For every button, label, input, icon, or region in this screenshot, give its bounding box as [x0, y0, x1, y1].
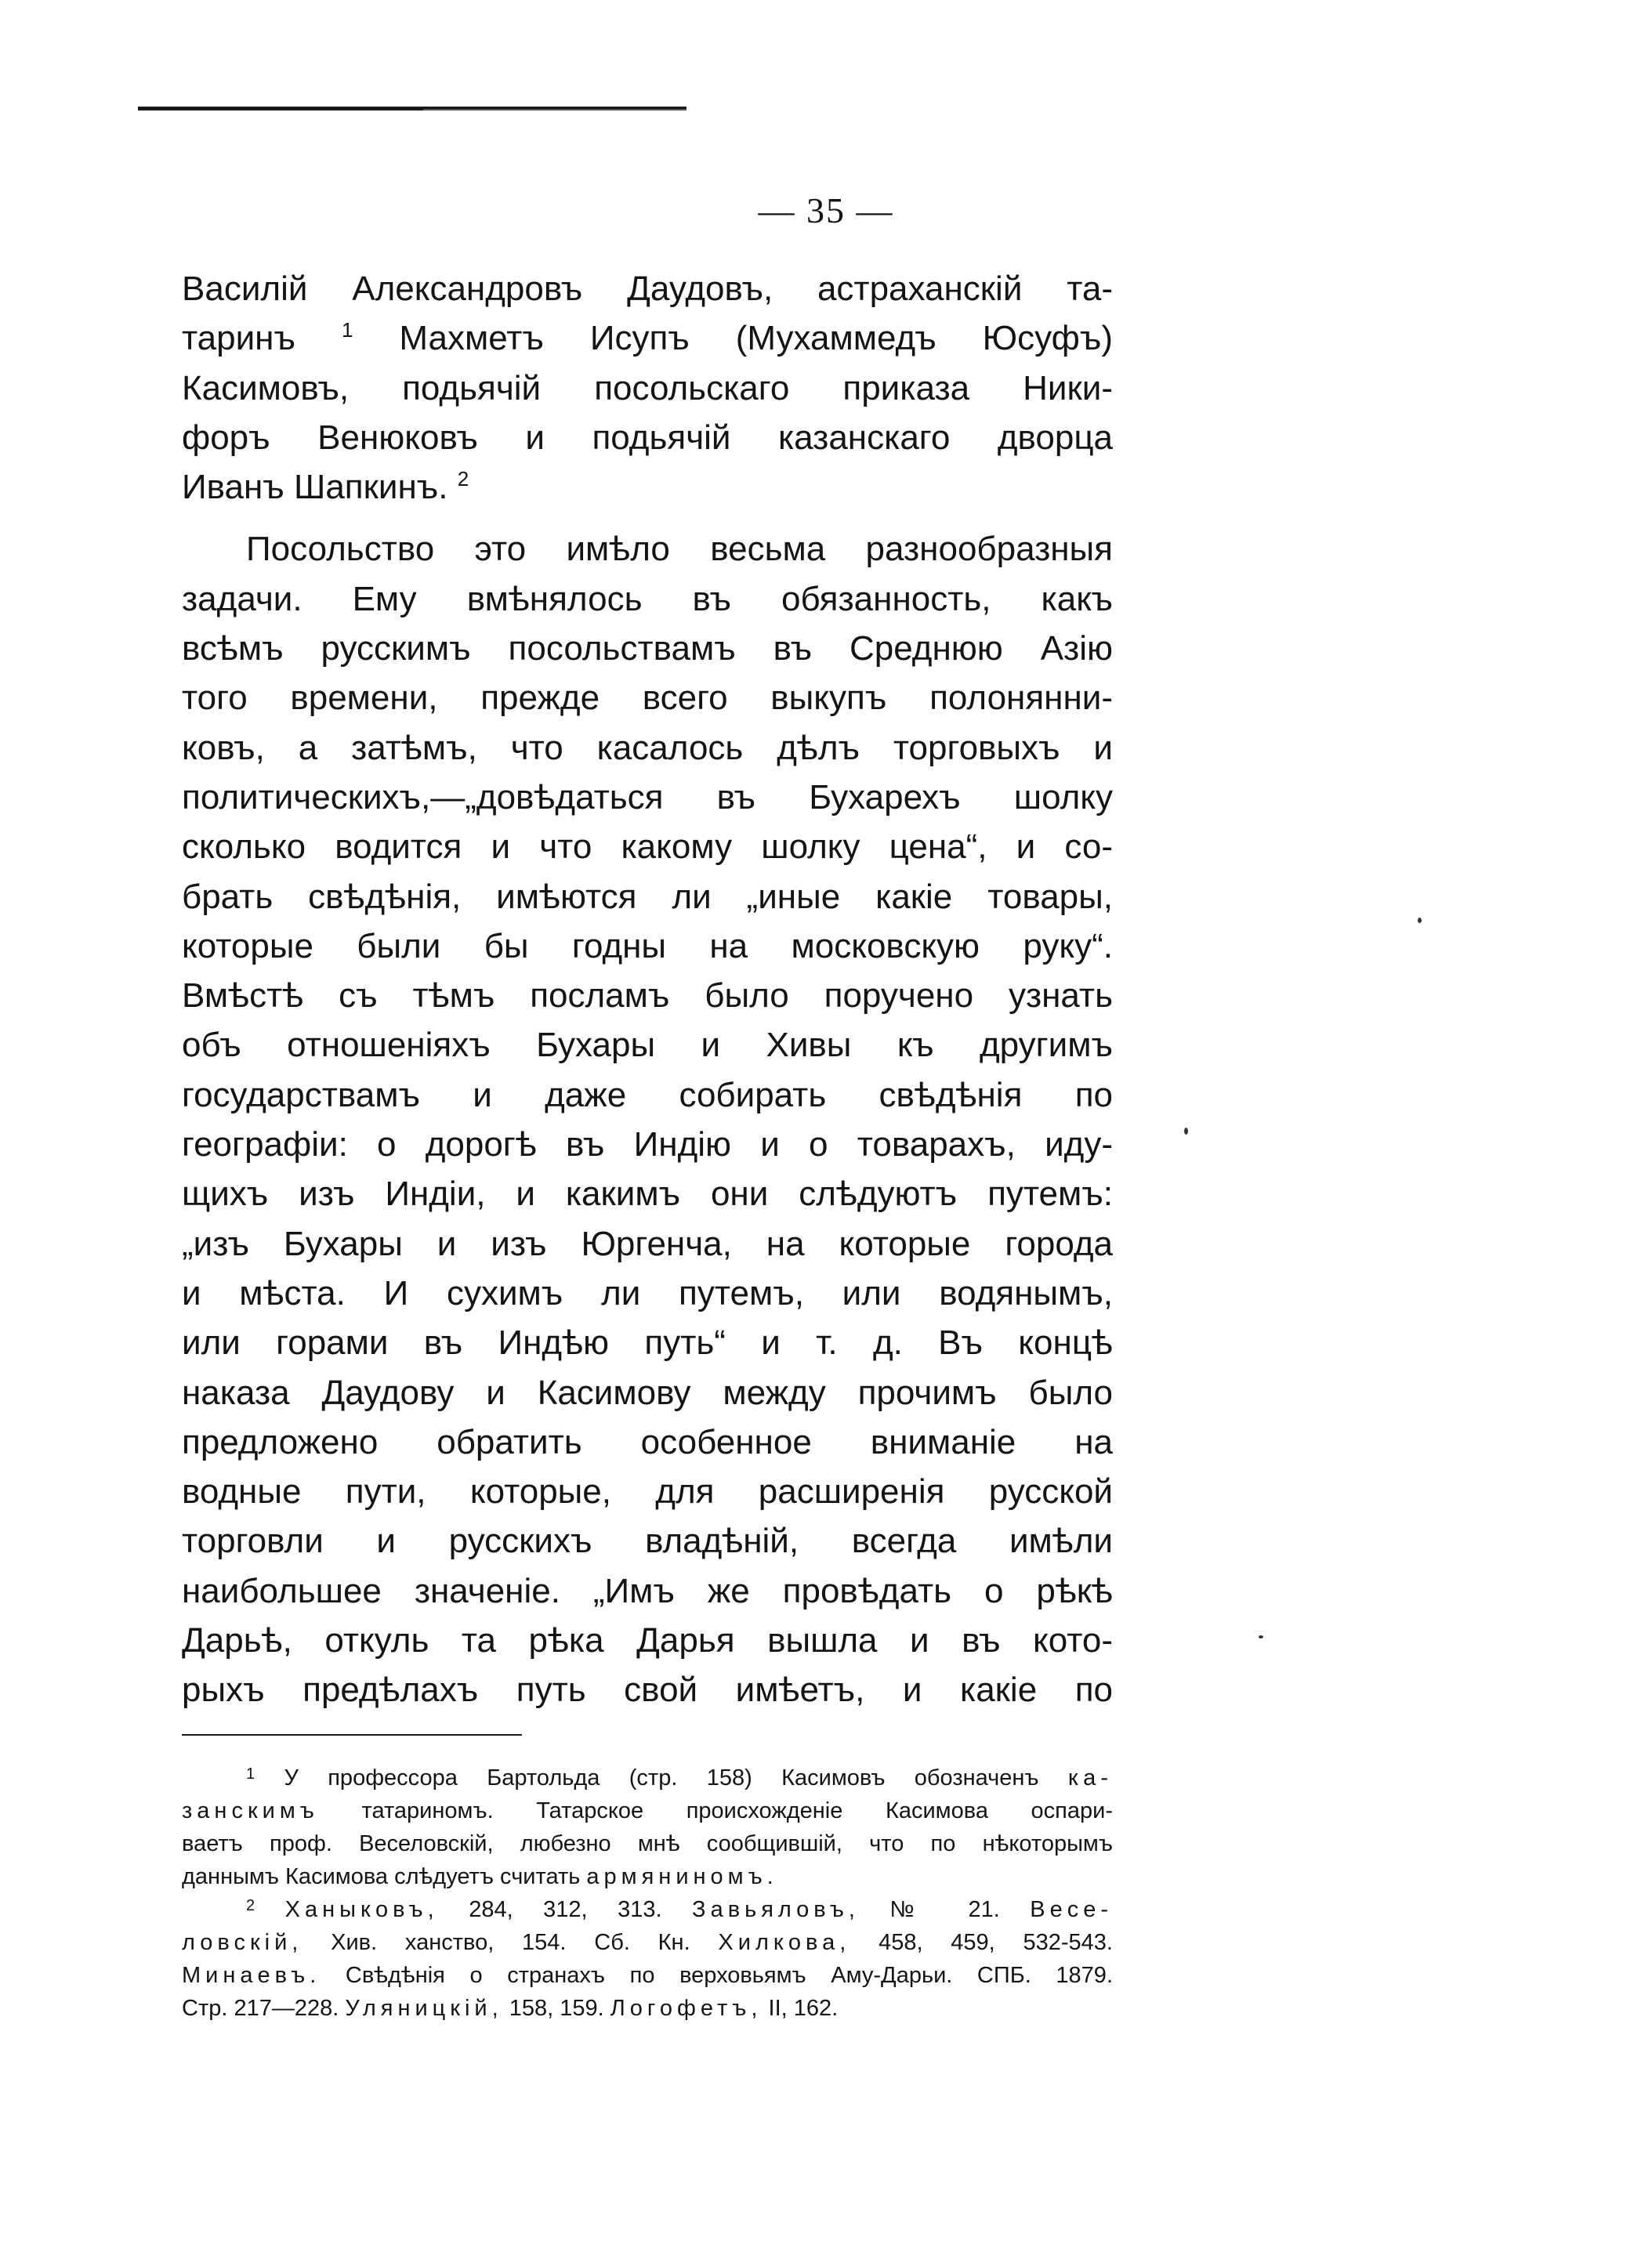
footnote-text: Свѣдѣнія о странахъ по верховьямъ Аму-Дарьи. СПБ. 1879.: [345, 1963, 1113, 1988]
text-line: задачи. Ему вмѣнялось въ обязанность, какъ: [182, 579, 1113, 618]
text-line: ковъ, а затѣмъ, что касалось дѣлъ торговыхъ и: [182, 728, 1113, 767]
footnote-text: II, 162.: [768, 1996, 839, 2021]
footnote-line: [182, 1926, 1113, 1959]
text-line: всѣмъ русскимъ посольствамъ въ Среднюю Азію: [182, 629, 1113, 668]
footnote-line: [182, 1959, 1113, 1992]
text-line: того времени, прежде всего выкупъ полонянни-: [182, 679, 1113, 718]
text-line: Посольство это имѣло весьма разнообразныя: [246, 530, 1113, 569]
header-rule-thin: [423, 109, 687, 110]
footnote-marker: 1: [341, 318, 353, 342]
spaced-text: Хилкова,: [718, 1930, 851, 1955]
footnote-text: № 21.: [889, 1897, 1000, 1922]
text-line: политическихъ,—„довѣдаться въ Бухарехъ шолку: [182, 777, 1113, 816]
spaced-text: армяниномъ.: [586, 1864, 778, 1889]
footnote-text: даннымъ Касимова слѣдуетъ считать: [182, 1864, 581, 1889]
footnote-text: 158, 159.: [509, 1996, 604, 2021]
body-text: [182, 264, 1113, 1715]
text-line: государствамъ и даже собирать свѣдѣнія по: [182, 1075, 1113, 1114]
footnote-text: Стр. 217—228.: [182, 1996, 339, 2021]
text-line: географіи: о дорогѣ въ Индію и о товарахъ, иду-: [182, 1125, 1113, 1164]
text-line: Касимовъ, подьячій посольскаго приказа Ники-: [182, 368, 1113, 407]
footnote-text: 458, 459, 532-543.: [879, 1930, 1113, 1955]
text-line: Дарьѣ, откуль та рѣка Дарья вышла и въ кото-: [182, 1621, 1113, 1660]
spaced-text: Логофетъ,: [610, 1996, 763, 2021]
text-line: „изъ Бухары и изъ Юргенча, на которые города: [182, 1224, 1113, 1263]
text-line: сколько водится и что какому шолку цена“, и со-: [182, 827, 1113, 867]
footnote-number: 2: [246, 1897, 255, 1914]
text-line: Вмѣстѣ съ тѣмъ посламъ было поручено узнать: [182, 976, 1113, 1016]
footnote-separator: [182, 1734, 522, 1736]
spaced-text: Завьяловъ,: [692, 1897, 860, 1922]
scan-speck: [1418, 918, 1422, 923]
footnote-line: ваетъ проф. Веселовскій, любезно мнѣ сообщившій, что по нѣкоторымъ: [182, 1831, 1113, 1856]
footnote-line: [182, 1860, 1113, 1893]
text-line: торговли и русскихъ владѣній, всегда имѣли: [182, 1522, 1113, 1561]
text-fragment: Иванъ Шапкинъ.: [182, 468, 448, 507]
footnote-line: [182, 1794, 1113, 1827]
spaced-text: ловскій,: [182, 1930, 303, 1955]
text-line: наибольшее значеніе. „Имъ же провѣдать о рѣкѣ: [182, 1571, 1113, 1610]
footnote-text: Хив. ханство, 154. Сб. Кн.: [331, 1930, 690, 1955]
text-fragment: Махметъ Исупъ (Мухаммедъ Юсуфъ): [399, 319, 1113, 358]
spaced-text: Минаевъ.: [182, 1963, 321, 1988]
footnote-line: [182, 1762, 1113, 1794]
spaced-text: Весе-: [1030, 1897, 1113, 1922]
footnote-text: 284, 312, 313.: [469, 1897, 662, 1922]
text-line: и мѣста. И сухимъ ли путемъ, или водянымъ,: [182, 1273, 1113, 1313]
text-line: объ отношеніяхъ Бухары и Хивы къ другимъ: [182, 1026, 1113, 1065]
footnotes: [182, 1762, 1113, 2025]
text-line: которые были бы годны на московскую руку“.: [182, 926, 1113, 965]
footnote-text: татариномъ. Татарское происхожденіе Касимова оспари-: [361, 1798, 1113, 1823]
text-line: предложено обратить особенное вниманіе на: [182, 1422, 1113, 1461]
spaced-text: занскимъ: [182, 1798, 319, 1823]
text-line: или горами въ Индѣю путь“ и т. д. Въ концѣ: [182, 1323, 1113, 1363]
scan-speck: [1259, 1635, 1263, 1638]
footnote-line: [182, 1992, 1113, 2025]
footnote-text: У профессора Бартольда (стр. 158) Касимовъ обозначенъ: [284, 1765, 1039, 1790]
spaced-text: Ханыковъ,: [284, 1897, 439, 1922]
text-line: Василій Александровъ Даудовъ, астраханскій та-: [182, 270, 1113, 308]
text-line: брать свѣдѣнія, имѣются ли „иные какіе товары,: [182, 877, 1113, 916]
text-line: наказа Даудову и Касимову между прочимъ было: [182, 1373, 1113, 1412]
text-line: [182, 313, 1113, 363]
footnote-marker: 2: [457, 467, 469, 491]
text-line: водные пути, которые, для расширенія русской: [182, 1472, 1113, 1512]
text-line: форъ Венюковъ и подьячій казанскаго дворца: [182, 418, 1113, 457]
spaced-text: ка-: [1067, 1765, 1113, 1790]
text-line: щихъ изъ Индіи, и какимъ они слѣдуютъ путемъ:: [182, 1175, 1113, 1214]
text-line: рыхъ предѣлахъ путь свой имѣетъ, и какіе по: [182, 1671, 1113, 1710]
text-fragment: таринъ: [182, 319, 295, 358]
footnote-number: 1: [246, 1765, 255, 1783]
footnote-line: [182, 1893, 1113, 1926]
text-line: [182, 462, 1113, 512]
spaced-text: Уляницкій,: [345, 1996, 503, 2021]
scan-speck: [1184, 1128, 1188, 1135]
page-number: — 35 —: [758, 190, 894, 230]
